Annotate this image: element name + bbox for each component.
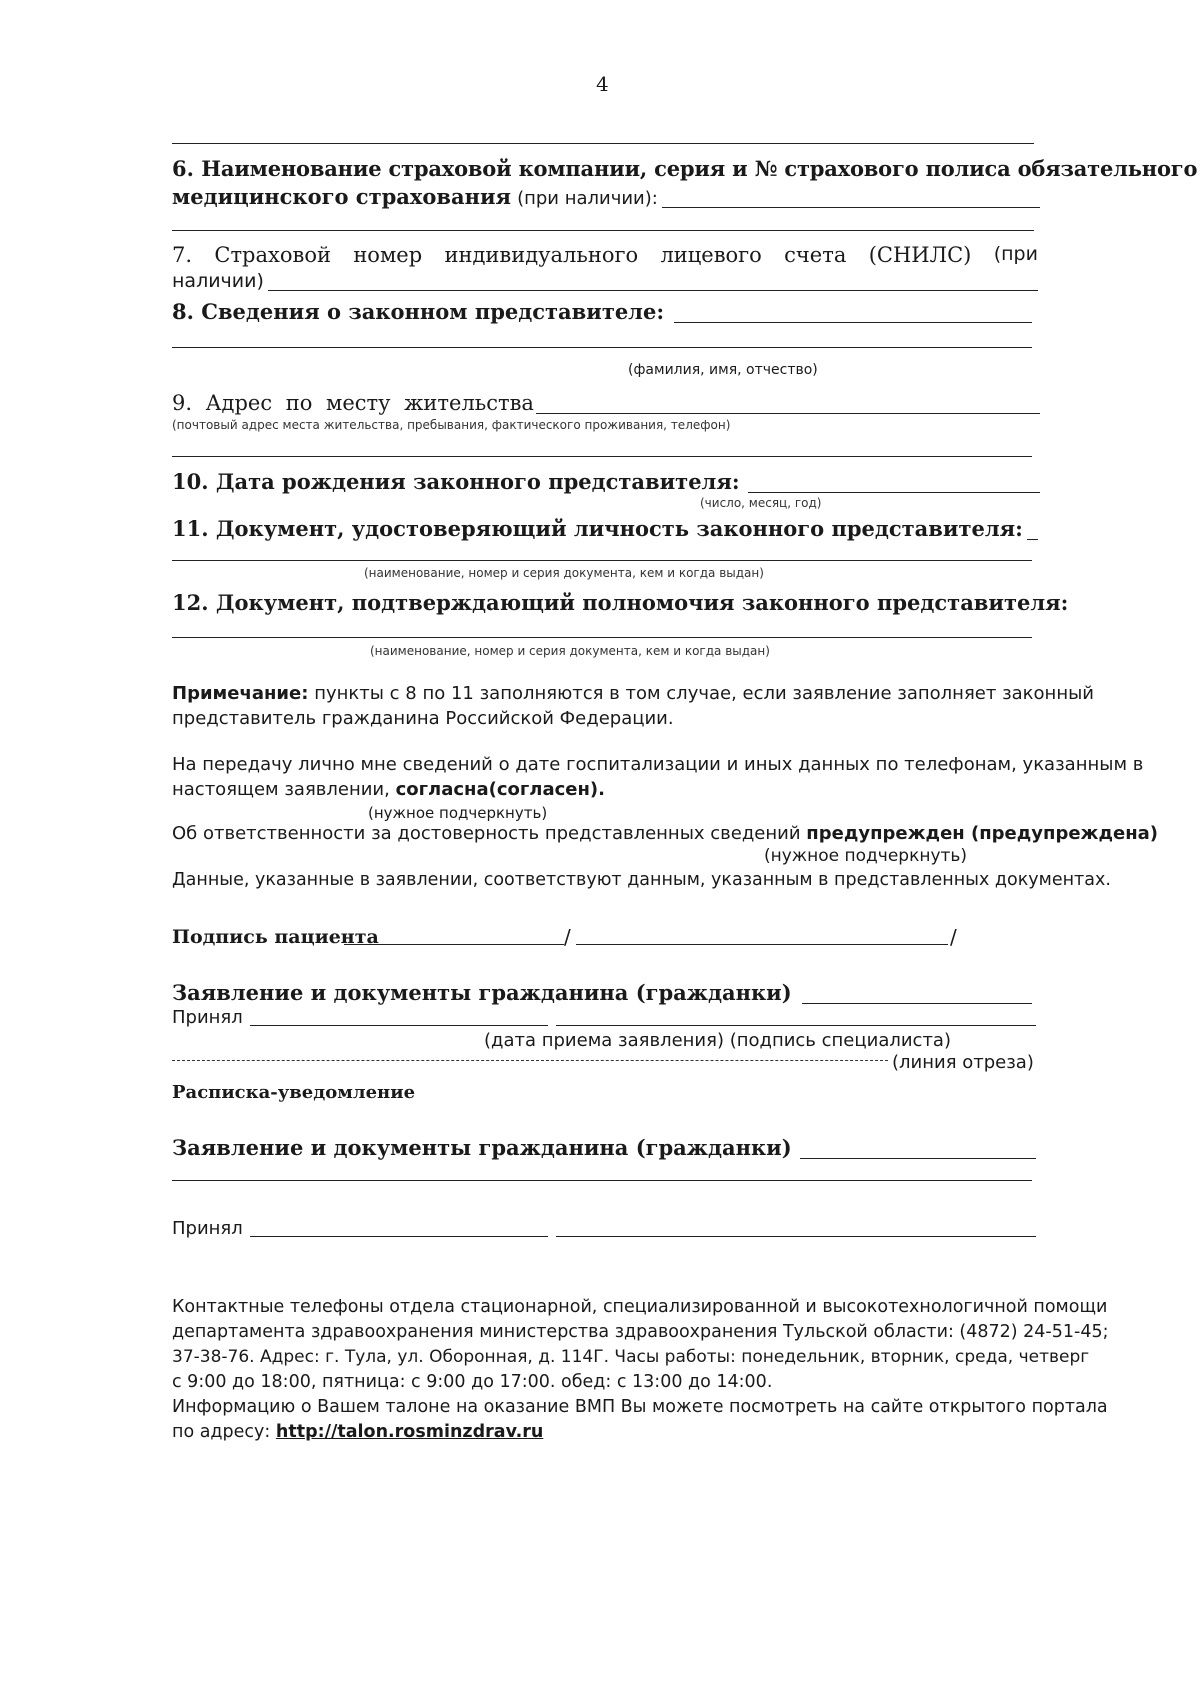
item-7-hint: наличии)	[172, 270, 264, 292]
birth-date-field[interactable]	[748, 492, 1040, 493]
note-text-2: представитель гражданина Российской Федерации.	[172, 708, 674, 729]
note-label: Примечание:	[172, 683, 309, 704]
receipt-docs-label: Заявление и документы гражданина (гражданки)	[172, 1135, 792, 1160]
item-6-line-2	[172, 184, 1040, 209]
acceptance-line	[172, 980, 1032, 1005]
identity-document-field-extra[interactable]	[172, 560, 1032, 561]
item-7-word: (при	[993, 243, 1038, 265]
item-6-text-2: медицинского страхования	[172, 184, 512, 209]
item-7-word: 7.	[172, 243, 193, 267]
contacts-address-prefix: по адресу:	[172, 1422, 271, 1442]
item-11-hint: (наименование, номер и серия документа, кем и когда выдан)	[364, 566, 764, 580]
consent-choice[interactable]: согласна(согласен).	[395, 779, 605, 800]
item-6-hint: (при наличии):	[517, 188, 658, 209]
acceptance-field[interactable]	[802, 1003, 1032, 1004]
signature-field[interactable]	[344, 944, 564, 945]
receipt-accepted-label: Принял	[172, 1218, 243, 1239]
item-9-line	[172, 391, 1040, 415]
receipt-docs-field-extra[interactable]	[172, 1180, 1032, 1181]
representative-name-field-extra[interactable]	[172, 347, 1032, 348]
item-8-hint: (фамилия, имя, отчество)	[628, 362, 818, 378]
item-11-line	[172, 516, 1038, 541]
signature-name-field[interactable]	[576, 944, 948, 945]
item-7-word: индивидуального	[444, 243, 639, 267]
item-9-word: жительства	[404, 391, 534, 415]
conformity-text: Данные, указанные в заявлении, соответствуют данным, указанным в представленных документах.	[172, 870, 1111, 890]
consent-prefix: настоящем заявлении,	[172, 779, 390, 800]
signature-label: Подпись пациента	[172, 926, 379, 948]
acceptance-title: Заявление и документы гражданина (гражданки)	[172, 980, 792, 1005]
receipt-docs-field[interactable]	[800, 1158, 1036, 1159]
receipt-docs-line	[172, 1135, 1036, 1160]
signature-separator: /	[564, 925, 571, 949]
item-7-line-2	[172, 270, 1038, 292]
representative-name-field[interactable]	[674, 322, 1032, 323]
item-7-word: (СНИЛС)	[868, 243, 972, 267]
item-10-label: 10. Дата рождения законного представителя:	[172, 469, 740, 494]
contacts-line-4: с 9:00 до 18:00, пятница: с 9:00 до 17:00. обед: с 13:00 до 14:00.	[172, 1372, 773, 1392]
acceptance-signature-field[interactable]	[556, 1025, 1036, 1026]
item-9-word: Адрес	[205, 391, 273, 415]
page-number: 4	[596, 72, 609, 96]
responsibility-hint: (нужное подчеркнуть)	[764, 846, 968, 866]
responsibility-choice[interactable]: предупрежден (предупреждена)	[806, 823, 1159, 844]
item-6-number: 6.	[172, 156, 194, 181]
address-field-extra[interactable]	[172, 456, 1032, 457]
item-9-hint: (почтовый адрес места жительства, пребывания, фактического проживания, телефон)	[172, 418, 731, 432]
item-9-word: месту	[325, 391, 391, 415]
acceptance-hint: (дата приема заявления) (подпись специалиста)	[484, 1030, 951, 1051]
consent-hint: (нужное подчеркнуть)	[368, 804, 548, 822]
contacts-line-2: департамента здравоохранения министерства здравоохранения Тульской области: (4872) 24-51-45;	[172, 1322, 1109, 1342]
contacts-line-1: Контактные телефоны отдела стационарной, специализированной и высокотехнологичной помощи	[172, 1297, 1108, 1317]
item-9-word: по	[285, 391, 313, 415]
item-9-word: 9.	[172, 391, 193, 415]
responsibility-text: Об ответственности за достоверность представленных сведений	[172, 823, 801, 844]
accepted-label: Принял	[172, 1007, 243, 1028]
contacts-line-6	[172, 1422, 543, 1442]
consent-line-2	[172, 779, 605, 800]
item-11-label: 11. Документ, удостоверяющий личность законного представителя:	[172, 516, 1023, 541]
item-6-field-extra[interactable]	[172, 230, 1034, 231]
item-10-line	[172, 469, 1040, 494]
contacts-line-5: Информацию о Вашем талоне на оказание ВМП Вы можете посмотреть на сайте открытого портала	[172, 1397, 1108, 1417]
receipt-signature-field[interactable]	[556, 1236, 1036, 1237]
portal-link[interactable]: http://talon.rosminzdrav.ru	[275, 1422, 544, 1442]
item-6-text-1: Наименование страховой компании, серия и № страхового полиса обязательного	[201, 156, 1198, 181]
item-6-line-1	[172, 156, 1198, 181]
item-12-line	[172, 590, 1069, 615]
item-7-word: номер	[353, 243, 423, 267]
item-7-line-1	[172, 243, 1038, 267]
responsibility-line	[172, 823, 1158, 844]
snils-field[interactable]	[268, 290, 1038, 291]
cut-line-label: (линия отреза)	[892, 1052, 1034, 1073]
item-7-word: счета	[784, 243, 847, 267]
item-10-hint: (число, месяц, год)	[700, 496, 822, 510]
contacts-line-3: 37-38-76. Адрес: г. Тула, ул. Оборонная, д. 114Г. Часы работы: понедельник, вторник, среда, четверг	[172, 1347, 1090, 1367]
item-12-hint: (наименование, номер и серия документа, кем и когда выдан)	[370, 644, 770, 658]
authority-document-field-extra[interactable]	[172, 637, 1032, 638]
item-8-line	[172, 299, 1032, 324]
item-12-label: 12. Документ, подтверждающий полномочия законного представителя:	[172, 590, 1069, 615]
cut-line	[172, 1060, 888, 1061]
acceptance-date-field[interactable]	[250, 1025, 548, 1026]
top-rule	[172, 143, 1034, 144]
signature-separator-end: /	[950, 925, 957, 949]
item-6-field[interactable]	[662, 207, 1040, 208]
item-8-label: 8. Сведения о законном представителе:	[172, 299, 665, 324]
address-field[interactable]	[536, 413, 1040, 414]
receipt-date-field[interactable]	[250, 1236, 548, 1237]
receipt-title: Расписка-уведомление	[172, 1082, 416, 1103]
note-line-1	[172, 683, 1094, 704]
item-7-word: Страховой	[214, 243, 331, 267]
item-7-word: лицевого	[660, 243, 762, 267]
identity-document-field[interactable]	[1027, 539, 1038, 540]
consent-line-1: На передачу лично мне сведений о дате госпитализации и иных данных по телефонам, указанным в	[172, 754, 1144, 775]
note-text-1: пункты с 8 по 11 заполняются в том случае, если заявление заполняет законный	[314, 683, 1094, 704]
